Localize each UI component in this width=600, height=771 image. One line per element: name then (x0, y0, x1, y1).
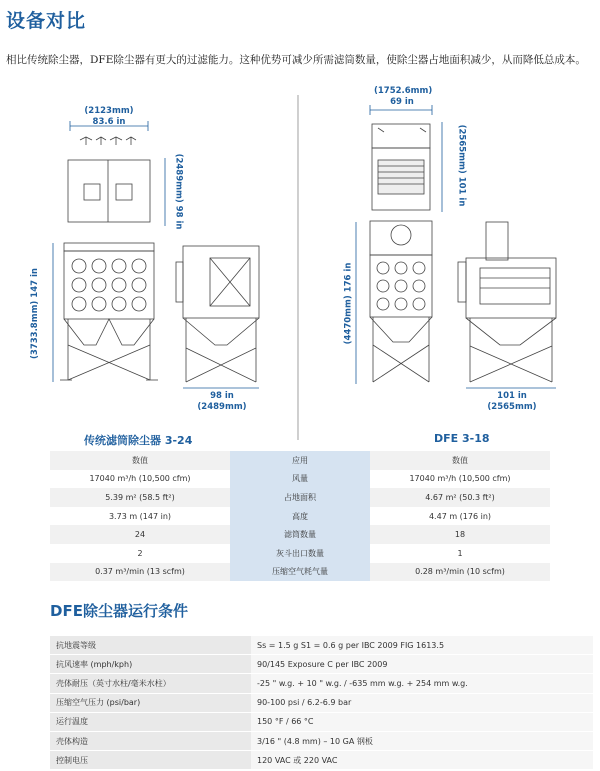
right-caption: DFE 3-18 (434, 432, 490, 445)
table-row (50, 674, 593, 693)
right-total-height-dimension (343, 263, 354, 345)
right-total-height-mm: (4470mm) (343, 295, 354, 345)
condition-value: 3/16 " (4.8 mm) – 10 GA 钢板 (251, 731, 593, 750)
conditions-title: DFE除尘器运行条件 (50, 602, 188, 620)
left-value: 数值 (50, 451, 230, 470)
page-title: 设备对比 (6, 10, 87, 32)
left-value: 24 (50, 525, 230, 544)
left-side-height-in: 98 in (173, 205, 184, 230)
right-value: 18 (370, 525, 550, 544)
condition-key: 壳体耐压（英寸水柱/毫米水柱） (50, 674, 251, 693)
condition-value: 90-100 psi / 6.2-6.9 bar (251, 693, 593, 712)
left-total-height-mm: (3733.8mm) (29, 300, 40, 359)
right-width-dimension (374, 86, 433, 108)
condition-value: Ss = 1.5 g S1 = 0.6 g per IBC 2009 FIG 1613.5 (251, 636, 593, 655)
left-side-height-mm: (2489mm) (173, 153, 184, 203)
right-value: 数值 (370, 451, 550, 470)
right-value: 17040 m³/h (10,500 cfm) (370, 470, 550, 489)
table-row (50, 525, 550, 544)
left-width-dimension (84, 106, 134, 128)
row-label: 高度 (230, 507, 370, 526)
right-value: 0.28 m³/min (10 scfm) (370, 563, 550, 582)
right-front-view (356, 221, 432, 384)
right-side-height-dimension (455, 125, 466, 207)
right-value: 1 (370, 544, 550, 563)
intro-paragraph: 相比传统除尘器，DFE除尘器有更大的过滤能力。这种优势可减少所需滤筒数量，使除尘器占地面积减少，从而降低总成本。 (6, 54, 586, 66)
row-label: 灰斗出口数量 (230, 544, 370, 563)
condition-key: 控制电压 (50, 751, 251, 770)
left-front-view (53, 243, 158, 382)
condition-key: 抗风速率 (mph/kph) (50, 655, 251, 674)
right-side-height-mm: (2565mm) (456, 124, 467, 174)
condition-value: 120 VAC 或 220 VAC (251, 751, 593, 770)
right-value: 4.67 m² (50.3 ft²) (370, 488, 550, 507)
left-total-height-in: 147 in (29, 268, 40, 298)
left-value: 2 (50, 544, 230, 563)
right-side-view (458, 222, 556, 388)
left-value: 3.73 m (147 in) (50, 507, 230, 526)
left-depth-in: 98 in (210, 391, 234, 401)
table-row (50, 544, 550, 563)
condition-value: 150 °F / 66 °C (251, 712, 593, 731)
table-row (50, 470, 550, 489)
row-label: 风量 (230, 470, 370, 489)
right-top-view (370, 105, 442, 212)
right-depth-mm: (2565mm) (487, 402, 537, 412)
condition-key: 壳体构造 (50, 731, 251, 750)
table-row (50, 507, 550, 526)
left-width-in: 83.6 in (92, 117, 126, 127)
left-side-view (176, 246, 259, 388)
condition-key: 运行温度 (50, 712, 251, 731)
left-value: 17040 m³/h (10,500 cfm) (50, 470, 230, 489)
table-row (50, 488, 550, 507)
condition-key: 抗地震等级 (50, 636, 251, 655)
row-label: 应用 (230, 451, 370, 470)
right-depth-dimension (484, 391, 540, 413)
table-row (50, 712, 593, 731)
row-label: 压缩空气耗气量 (230, 563, 370, 582)
table-row (50, 731, 593, 750)
table-row (50, 451, 550, 470)
left-width-mm: (2123mm) (84, 106, 134, 116)
right-total-height-in: 176 in (343, 262, 354, 293)
conditions-table (50, 636, 593, 769)
right-side-height-in: 101 in (456, 176, 467, 207)
table-row (50, 563, 550, 582)
table-row (50, 693, 593, 712)
table-row (50, 655, 593, 674)
condition-value: -25 " w.g. + 10 " w.g. / -635 mm w.g. + 254 mm w.g. (251, 674, 593, 693)
left-caption: 传统滤筒除尘器 3-24 (84, 434, 193, 447)
condition-value: 90/145 Exposure C per IBC 2009 (251, 655, 593, 674)
left-side-height-dimension (172, 154, 183, 230)
comparison-table (50, 451, 550, 581)
condition-key: 压缩空气压力 (psi/bar) (50, 693, 251, 712)
right-value: 4.47 m (176 in) (370, 507, 550, 526)
left-value: 0.37 m³/min (13 scfm) (50, 563, 230, 582)
left-top-view (68, 121, 165, 226)
right-width-mm: (1752.6mm) (374, 86, 433, 96)
right-depth-in: 101 in (497, 391, 527, 401)
right-width-in: 69 in (390, 97, 414, 107)
row-label: 滤筒数量 (230, 525, 370, 544)
row-label: 占地面积 (230, 488, 370, 507)
left-depth-dimension (196, 391, 248, 413)
left-value: 5.39 m² (58.5 ft²) (50, 488, 230, 507)
table-row (50, 751, 593, 770)
left-depth-mm: (2489mm) (197, 402, 247, 412)
table-row (50, 636, 593, 655)
left-total-height-dimension (30, 268, 41, 359)
